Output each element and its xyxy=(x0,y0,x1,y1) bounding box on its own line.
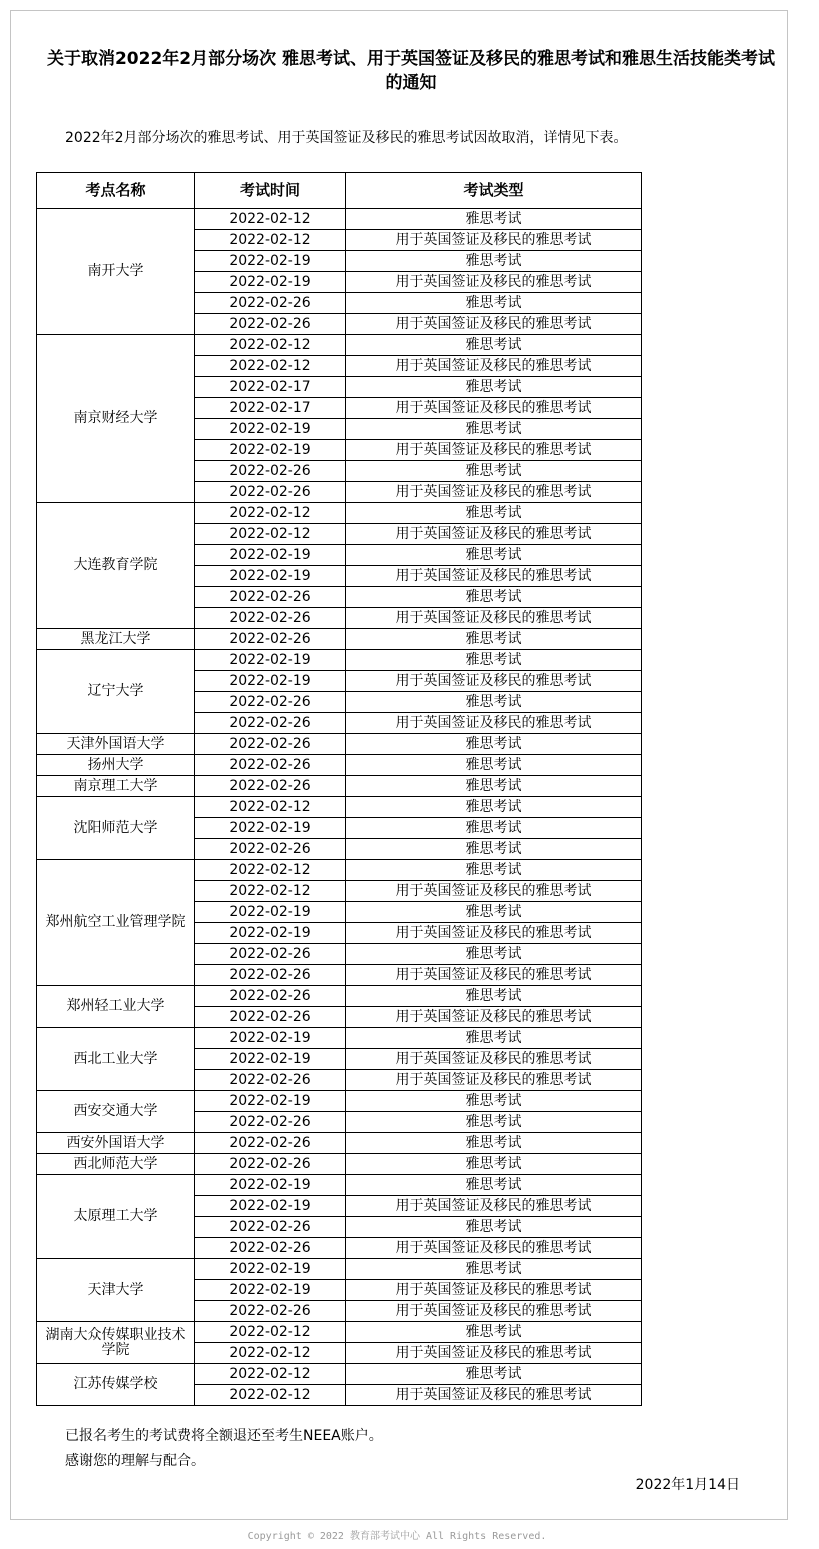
exam-date: 2022-02-19 xyxy=(195,902,346,923)
exam-date: 2022-02-19 xyxy=(195,1175,346,1196)
exam-type: 用于英国签证及移民的雅思考试 xyxy=(346,881,642,902)
exam-type: 用于英国签证及移民的雅思考试 xyxy=(346,1070,642,1091)
exam-date: 2022-02-17 xyxy=(195,377,346,398)
header-type: 考试类型 xyxy=(346,173,642,209)
table-row xyxy=(37,629,642,650)
exam-date: 2022-02-12 xyxy=(195,797,346,818)
exam-type: 雅思考试 xyxy=(346,503,642,524)
exam-date: 2022-02-26 xyxy=(195,314,346,335)
exam-date: 2022-02-26 xyxy=(195,692,346,713)
exam-type: 雅思考试 xyxy=(346,335,642,356)
exam-date: 2022-02-26 xyxy=(195,734,346,755)
exam-date: 2022-02-12 xyxy=(195,230,346,251)
exam-date: 2022-02-26 xyxy=(195,965,346,986)
copyright: Copyright © 2022 教育部考试中心 All Rights Reserved. xyxy=(247,1531,547,1542)
exam-type: 用于英国签证及移民的雅思考试 xyxy=(346,398,642,419)
exam-type: 雅思考试 xyxy=(346,461,642,482)
venue-name: 南京理工大学 xyxy=(37,776,195,797)
exam-type: 雅思考试 xyxy=(346,860,642,881)
venue-name: 天津大学 xyxy=(37,1259,195,1322)
table-row xyxy=(37,209,642,230)
exam-date: 2022-02-19 xyxy=(195,566,346,587)
exam-type: 用于英国签证及移民的雅思考试 xyxy=(346,965,642,986)
exam-type: 雅思考试 xyxy=(346,650,642,671)
table-row xyxy=(37,1322,642,1343)
table-row xyxy=(37,1364,642,1385)
exam-type: 雅思考试 xyxy=(346,839,642,860)
exam-type: 用于英国签证及移民的雅思考试 xyxy=(346,482,642,503)
exam-type: 雅思考试 xyxy=(346,1259,642,1280)
exam-date: 2022-02-26 xyxy=(195,1007,346,1028)
exam-date: 2022-02-12 xyxy=(195,1343,346,1364)
table-row xyxy=(37,776,642,797)
exam-date: 2022-02-26 xyxy=(195,986,346,1007)
exam-date: 2022-02-26 xyxy=(195,629,346,650)
exam-type: 用于英国签证及移民的雅思考试 xyxy=(346,524,642,545)
exam-type: 雅思考试 xyxy=(346,1322,642,1343)
exam-type: 用于英国签证及移民的雅思考试 xyxy=(346,1007,642,1028)
exam-type: 用于英国签证及移民的雅思考试 xyxy=(346,923,642,944)
venue-name: 黑龙江大学 xyxy=(37,629,195,650)
venue-name: 天津外国语大学 xyxy=(37,734,195,755)
header-date: 考试时间 xyxy=(195,173,346,209)
venue-name: 沈阳师范大学 xyxy=(37,797,195,860)
exam-type: 用于英国签证及移民的雅思考试 xyxy=(346,671,642,692)
exam-type: 用于英国签证及移民的雅思考试 xyxy=(346,1343,642,1364)
venue-name: 西北工业大学 xyxy=(37,1028,195,1091)
exam-date: 2022-02-26 xyxy=(195,755,346,776)
exam-type: 雅思考试 xyxy=(346,1175,642,1196)
exam-type: 用于英国签证及移民的雅思考试 xyxy=(346,314,642,335)
table-row xyxy=(37,503,642,524)
exam-date: 2022-02-19 xyxy=(195,272,346,293)
exam-date: 2022-02-19 xyxy=(195,923,346,944)
exam-type: 用于英国签证及移民的雅思考试 xyxy=(346,1280,642,1301)
table-row xyxy=(37,1175,642,1196)
refund-note: 已报名考生的考试费将全额退还至考生NEEA账户。 xyxy=(65,1428,383,1444)
exam-date: 2022-02-19 xyxy=(195,440,346,461)
header-venue: 考点名称 xyxy=(37,173,195,209)
exam-type: 雅思考试 xyxy=(346,209,642,230)
exam-date: 2022-02-19 xyxy=(195,251,346,272)
venue-name: 南京财经大学 xyxy=(37,335,195,503)
exam-type: 雅思考试 xyxy=(346,776,642,797)
exam-type: 用于英国签证及移民的雅思考试 xyxy=(346,356,642,377)
exam-type: 雅思考试 xyxy=(346,251,642,272)
exam-type: 雅思考试 xyxy=(346,1112,642,1133)
venue-name: 南开大学 xyxy=(37,209,195,335)
exam-date: 2022-02-26 xyxy=(195,839,346,860)
notice-frame xyxy=(10,10,788,1520)
exam-type: 雅思考试 xyxy=(346,755,642,776)
venue-name: 扬州大学 xyxy=(37,755,195,776)
exam-type: 用于英国签证及移民的雅思考试 xyxy=(346,1049,642,1070)
exam-type: 用于英国签证及移民的雅思考试 xyxy=(346,272,642,293)
table-row xyxy=(37,335,642,356)
exam-type: 用于英国签证及移民的雅思考试 xyxy=(346,566,642,587)
table-row xyxy=(37,734,642,755)
exam-date: 2022-02-26 xyxy=(195,482,346,503)
exam-type: 雅思考试 xyxy=(346,818,642,839)
exam-date: 2022-02-12 xyxy=(195,1322,346,1343)
exam-date: 2022-02-19 xyxy=(195,1259,346,1280)
exam-date: 2022-02-12 xyxy=(195,881,346,902)
exam-date: 2022-02-26 xyxy=(195,587,346,608)
exam-type: 用于英国签证及移民的雅思考试 xyxy=(346,230,642,251)
exam-type: 用于英国签证及移民的雅思考试 xyxy=(346,608,642,629)
table-row xyxy=(37,1133,642,1154)
exam-date: 2022-02-12 xyxy=(195,1385,346,1406)
exam-type: 雅思考试 xyxy=(346,734,642,755)
exam-date: 2022-02-26 xyxy=(195,608,346,629)
exam-date: 2022-02-26 xyxy=(195,1133,346,1154)
exam-date: 2022-02-12 xyxy=(195,335,346,356)
venue-name: 西北师范大学 xyxy=(37,1154,195,1175)
exam-date: 2022-02-26 xyxy=(195,1154,346,1175)
exam-date: 2022-02-12 xyxy=(195,524,346,545)
exam-date: 2022-02-19 xyxy=(195,1028,346,1049)
exam-type: 雅思考试 xyxy=(346,902,642,923)
venue-name: 郑州轻工业大学 xyxy=(37,986,195,1028)
table-row xyxy=(37,986,642,1007)
exam-date: 2022-02-19 xyxy=(195,419,346,440)
exam-type: 雅思考试 xyxy=(346,1028,642,1049)
venue-name: 西安外国语大学 xyxy=(37,1133,195,1154)
exam-type: 雅思考试 xyxy=(346,545,642,566)
exam-date: 2022-02-26 xyxy=(195,461,346,482)
exam-type: 用于英国签证及移民的雅思考试 xyxy=(346,1238,642,1259)
venue-name: 江苏传媒学校 xyxy=(37,1364,195,1406)
exam-date: 2022-02-19 xyxy=(195,650,346,671)
exam-type: 雅思考试 xyxy=(346,293,642,314)
exam-date: 2022-02-12 xyxy=(195,1364,346,1385)
page-title: 关于取消2022年2月部分场次 雅思考试、用于英国签证及移民的雅思考试和雅思生活技能类考试的通知 xyxy=(46,49,776,93)
exam-type: 雅思考试 xyxy=(346,797,642,818)
table-header-row xyxy=(37,173,642,209)
exam-date: 2022-02-26 xyxy=(195,1301,346,1322)
exam-date: 2022-02-17 xyxy=(195,398,346,419)
venue-name: 辽宁大学 xyxy=(37,650,195,734)
exam-type: 雅思考试 xyxy=(346,1133,642,1154)
table-row xyxy=(37,860,642,881)
table-row xyxy=(37,1259,642,1280)
exam-type: 雅思考试 xyxy=(346,1154,642,1175)
exam-type: 雅思考试 xyxy=(346,1091,642,1112)
exam-type: 雅思考试 xyxy=(346,587,642,608)
table-row xyxy=(37,755,642,776)
notice-date: 2022年1月14日 xyxy=(635,1477,740,1493)
exam-date: 2022-02-26 xyxy=(195,944,346,965)
exam-date: 2022-02-19 xyxy=(195,1280,346,1301)
exam-type: 用于英国签证及移民的雅思考试 xyxy=(346,713,642,734)
exam-type: 用于英国签证及移民的雅思考试 xyxy=(346,1301,642,1322)
table-row xyxy=(37,1091,642,1112)
exam-date: 2022-02-19 xyxy=(195,818,346,839)
exam-date: 2022-02-26 xyxy=(195,713,346,734)
exam-date: 2022-02-12 xyxy=(195,860,346,881)
table-row xyxy=(37,1028,642,1049)
exam-date: 2022-02-12 xyxy=(195,503,346,524)
exam-date: 2022-02-19 xyxy=(195,671,346,692)
table-row xyxy=(37,1154,642,1175)
exam-date: 2022-02-26 xyxy=(195,1217,346,1238)
table-row xyxy=(37,650,642,671)
exam-type: 雅思考试 xyxy=(346,419,642,440)
exam-date: 2022-02-19 xyxy=(195,1091,346,1112)
exam-date: 2022-02-26 xyxy=(195,293,346,314)
exam-type: 雅思考试 xyxy=(346,1364,642,1385)
venue-name: 郑州航空工业管理学院 xyxy=(37,860,195,986)
exam-type: 雅思考试 xyxy=(346,692,642,713)
table-row xyxy=(37,797,642,818)
exam-date: 2022-02-26 xyxy=(195,1070,346,1091)
cancellation-table xyxy=(36,172,642,1406)
exam-type: 雅思考试 xyxy=(346,629,642,650)
venue-name: 西安交通大学 xyxy=(37,1091,195,1133)
exam-date: 2022-02-12 xyxy=(195,356,346,377)
exam-date: 2022-02-26 xyxy=(195,1112,346,1133)
venue-name: 湖南大众传媒职业技术学院 xyxy=(37,1322,195,1364)
venue-name: 太原理工大学 xyxy=(37,1175,195,1259)
exam-date: 2022-02-26 xyxy=(195,776,346,797)
exam-type: 雅思考试 xyxy=(346,377,642,398)
exam-type: 用于英国签证及移民的雅思考试 xyxy=(346,1385,642,1406)
exam-type: 用于英国签证及移民的雅思考试 xyxy=(346,1196,642,1217)
table-body xyxy=(37,209,642,1406)
exam-date: 2022-02-19 xyxy=(195,545,346,566)
exam-date: 2022-02-26 xyxy=(195,1238,346,1259)
intro-paragraph: 2022年2月部分场次的雅思考试、用于英国签证及移民的雅思考试因故取消，详情见下表。 xyxy=(65,130,628,146)
exam-date: 2022-02-19 xyxy=(195,1196,346,1217)
exam-type: 雅思考试 xyxy=(346,986,642,1007)
exam-type: 雅思考试 xyxy=(346,944,642,965)
venue-name: 大连教育学院 xyxy=(37,503,195,629)
exam-type: 雅思考试 xyxy=(346,1217,642,1238)
exam-type: 用于英国签证及移民的雅思考试 xyxy=(346,440,642,461)
thanks-note: 感谢您的理解与配合。 xyxy=(65,1453,205,1469)
exam-date: 2022-02-19 xyxy=(195,1049,346,1070)
exam-date: 2022-02-12 xyxy=(195,209,346,230)
